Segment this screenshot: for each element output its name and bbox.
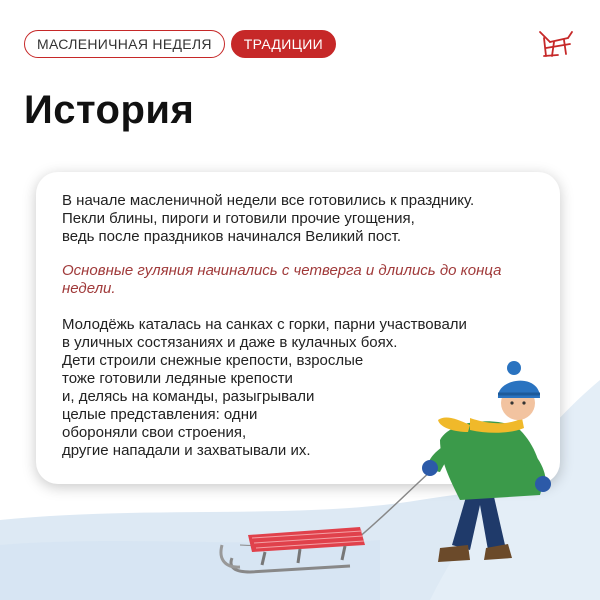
tag-group bbox=[24, 30, 336, 58]
sled-logo-icon bbox=[536, 28, 576, 60]
tag-traditions[interactable]: ТРАДИЦИИ bbox=[231, 30, 336, 58]
history-card bbox=[36, 172, 560, 484]
highlight-paragraph: Основные гуляния начинались с четверга и длились до конца недели. bbox=[62, 262, 502, 297]
intro-paragraph: В начале масленичной недели все готовились к празднику. Пекли блины, пироги и готовили прочие угощения, ведь после праздников начинался Великий пост. bbox=[62, 192, 475, 245]
page-title: История bbox=[24, 88, 195, 132]
tag-maslenitsa-week[interactable]: МАСЛЕНИЧНАЯ НЕДЕЛЯ bbox=[24, 30, 225, 58]
activities-paragraph: Молодёжь каталась на санках с горки, парни участвовали в уличных состязаниях и даже в кулачных боях. Дети строили снежные крепости, взрослые тоже готовили ледяные крепости и, делясь на команды, разыгрывали целые представления: одни обороняли свои строения, другие нападали и захватывали их. bbox=[62, 316, 467, 459]
